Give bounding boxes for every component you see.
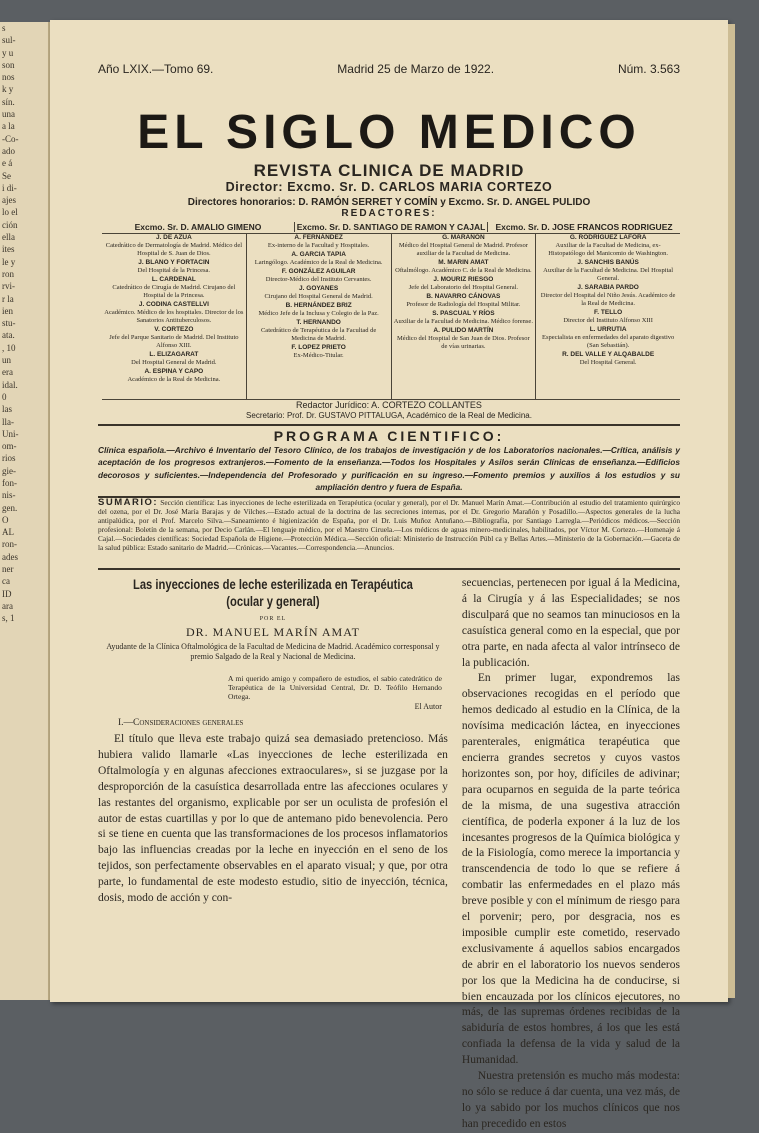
staff-member	[394, 259, 534, 275]
staff-name: A. FERNÁNDEZ	[294, 234, 343, 241]
prev-page-fragment: ner	[2, 564, 14, 575]
secretary: Secretario: Prof. Dr. GUSTAVO PITTALUGA, Académico de la Real de Medicina.	[246, 411, 532, 420]
staff-column	[391, 234, 536, 399]
staff-member	[249, 319, 389, 343]
issue-date: Madrid 25 de Marzo de 1922.	[337, 62, 495, 76]
prev-page-fragment: ID	[2, 588, 12, 599]
staff-member	[249, 251, 389, 267]
staff-name: F. LOPEZ PRIETO	[291, 344, 346, 351]
staff-name: G. MARAÑÓN	[442, 234, 485, 241]
staff-name: A. GARCIA TAPIA	[291, 251, 346, 258]
staff-name: B. NAVARRO CÁNOVAS	[426, 293, 501, 300]
program-title: PROGRAMA CIENTIFICO:	[273, 428, 505, 444]
prev-page-fragment: O	[2, 514, 9, 525]
staff-name: J. SARABIA PARDO	[577, 284, 639, 291]
staff-description: Académico de la Real de Medicina.	[127, 376, 221, 383]
staff-member	[249, 344, 389, 360]
staff-description: Especialista en enfermedades del aparato digestivo (San Sebastián).	[541, 334, 675, 349]
prev-page-fragment: rios	[2, 453, 16, 464]
summary	[98, 499, 680, 552]
chief-editor: Excmo. Sr. D. JOSE FRANCOS RODRIGUEZ	[487, 222, 680, 232]
prev-page-fragment: las	[2, 404, 12, 415]
prev-page-fragment: gen.	[2, 502, 18, 513]
prev-page-fragment: son	[2, 59, 15, 70]
staff-column	[535, 234, 680, 399]
staff-name: J. BLANO Y FORTACIN	[138, 259, 210, 266]
staff-column	[102, 234, 246, 399]
redactores-label: REDACTORES:	[341, 208, 437, 219]
prev-page-fragment: Uni-	[2, 428, 19, 439]
staff-name: L. URRUTIA	[589, 326, 627, 333]
staff-name: A. PULIDO MARTÍN	[433, 327, 494, 334]
staff-member	[249, 268, 389, 284]
article-column-right	[461, 576, 680, 1130]
staff-description: Laringólogo. Académico de la Real de Medicina.	[254, 259, 383, 266]
staff-member	[104, 259, 244, 275]
staff-description: Del Hospital General de Madrid.	[131, 359, 217, 366]
prev-page-fragment: sul-	[2, 35, 16, 46]
prev-page-fragment: ata.	[2, 330, 15, 341]
staff-member	[104, 326, 244, 350]
staff-name: J. MOURIZ RIESGO	[433, 276, 494, 283]
issue-number: Núm. 3.563	[617, 62, 680, 76]
prev-page-fragment: nos	[2, 72, 15, 83]
staff-description: Médico del Hospital de San Juan de Dios. Profesor de vías urinarias.	[397, 335, 530, 350]
staff-member	[249, 285, 389, 301]
staff-description: Director del Hospital del Niño Jesús. Académico de la Real de Medicina.	[540, 292, 676, 307]
staff-name: B. HERNÁNDEZ BRIZ	[285, 302, 352, 309]
staff-name: A. ESPINA Y CAPO	[144, 368, 204, 375]
prev-page-fragment: era	[2, 367, 13, 378]
staff-description: Auxiliar de la Facultad de Medicina. Médico forense.	[393, 318, 533, 325]
prev-page-fragment: ien	[2, 305, 13, 316]
prev-page-fragment: s, 1	[2, 613, 15, 624]
staff-column	[246, 234, 391, 399]
staff-member	[104, 234, 244, 258]
staff-member	[394, 327, 534, 351]
staff-name: R. DEL VALLE Y ALQABALDE	[562, 351, 655, 358]
summary-text: Sección científica: Las inyecciones de leche esterilizada en Terapéutica (ocular y general), por el Dr. Manuel Marín Amat.—Contribución al estudio del tratamiento quirúrgico del ozena, por el Dr. José María Barajas y de Vilches.—Estado actual de la doctrina de las secreciones internas, por el Dr. Gregorio Marañón y Posadillo.—Aspectos generales de la lucha antipalúdica, por el Prof. Marcelo Silva.—Saneamiento é higienización de España, por el Dr. Luis Muñoz Antuñano.—Bibliografía, por Santiago Larregla.—Periódicos médicos.—Sección profesional: Boletín de la semana, por Decio Carlán.—El lenguaje médico, por el Maestro Ciruela.—Los médicos de aguas minero-medicinales, habilitados, por Víctor M. Cortezo.—Homenaje á Cajal.—Sociedades científicas: Sociedad Española de Higiene.—Protección Médica.—Sección oficial: Ministerio de Instrucción Públ ca y Bellas Artes.—Ministerio de la Gobernación.—Gaceta de la salud pública: Estado sanitario de Madrid.—Crónicas.—Vacantes.—Correspondencia.—Anuncios.	[98, 498, 680, 552]
director-line: Director: Excmo. Sr. D. CARLOS MARIA CORTEZO	[225, 180, 553, 194]
staff-description: Jefe del Laboratorio del Hospital General.	[408, 284, 519, 291]
prev-page-fragment: ca	[2, 576, 10, 587]
staff-name: G. RODRÍGUEZ LAFORA	[569, 234, 647, 241]
prev-page-fragment: lo el	[2, 207, 18, 218]
staff-member	[394, 276, 534, 292]
staff-description: Jefe del Parque Sanitario de Madrid. Del Instituto Alfonso XIII.	[109, 334, 239, 349]
dedication: A mi querido amigo y compañero de estudios, el sabio catedrático de Terapéutica de la Universidad Central, Dr. D. Teófilo Hernando Ortega.	[228, 674, 442, 701]
staff-description: Director-Médico del Instituto Cervantes.	[265, 276, 372, 283]
staff-name: M. MARIN AMAT	[438, 259, 489, 266]
paragraph: El título que lleva este trabajo quizá sea demasiado pretencioso. Más hubiera valido llamarle «Las inyecciones de leche esterilizada en Oftalmología y en algunas afecciones extraoculares», si se juzgase por la desproporción de la casuística desarrollada entre las afecciones oculares y las restantes del organismo, explicable por ser un oculista de profesión el autor de estas cuartillas y por lo que de antemano pido benevolencia. Pero si se tiene en cuenta que las transformaciones de los procesos inflamatorios bajo las influencias creadas por la leche en inyección en el seno de los tejidos, son perfectamente observables en el aparato visual; y que, por otra parte, lo fundamental de este modesto estudio, sitio de inyección, técnica, dosis, modo de acción y con-	[98, 733, 448, 905]
author-affiliation: Ayudante de la Clínica Oftalmológica de la Facultad de Medicina de Madrid. Académico corresponsal y premio Salgado de la Real y Nacional de Medicina.	[106, 642, 440, 661]
prev-page-fragment: ella	[2, 232, 15, 243]
prev-page-fragment: y u	[2, 47, 14, 58]
staff-description: Profesor de Radiología del Hospital Militar.	[406, 301, 521, 308]
divider	[98, 424, 680, 426]
staff-name: J. GOYANES	[299, 285, 339, 292]
masthead-subtitle: REVISTA CLINICA DE MADRID	[253, 161, 525, 180]
staff-member	[538, 309, 678, 325]
prev-page-fragment: 0	[2, 391, 7, 402]
staff-member	[104, 351, 244, 367]
chief-editor: Excmo. Sr. D. SANTIAGO DE RAMON Y CAJAL	[294, 222, 487, 232]
paragraph: secuencias, pertenecen por igual á la Medicina, á la Cirugía y á las Especialidades; se nos disculpará que no seamos tan minuciosos en la casuística general como en la especial, que por otra parte, en nada afecta al valor intrínseco de la publicación.	[461, 577, 680, 669]
staff-description: Médico Jefe de la Inclusa y Colegio de la Paz.	[258, 310, 379, 317]
article-title-sub: (ocular y general)	[226, 593, 320, 609]
staff-member	[104, 276, 244, 300]
staff-description: Catedrático de Dermatología de Madrid. Médico del Hospital de S. Juan de Dios.	[105, 242, 243, 257]
masthead-title: EL SIGLO MEDICO	[137, 106, 641, 159]
staff-name: T. HERNANDO	[296, 319, 341, 326]
staff-member	[394, 310, 534, 326]
prev-page-fragment: le y	[2, 256, 16, 267]
staff-member	[538, 259, 678, 283]
section-heading: I.—Consideraciones generales	[118, 718, 244, 728]
prev-page-fragment: una	[2, 109, 15, 120]
staff-member	[394, 234, 534, 258]
prev-page-fragment: a la	[2, 121, 15, 132]
staff-name: L. CARDENAL	[151, 276, 196, 283]
staff-name: V. CORTEZO	[154, 326, 194, 333]
prev-page-fragment: i di-	[2, 182, 17, 193]
staff-description: Académico. Médico de los hospitales. Director de los Sanatorios Antituberculosos.	[104, 309, 244, 324]
prev-page-fragment: idal.	[2, 379, 18, 390]
prev-page-fragment: r la	[2, 293, 14, 304]
staff-description: Oftalmólogo. Académico C. de la Real de Medicina.	[395, 267, 532, 274]
staff-member	[249, 302, 389, 318]
paragraph: Nuestra pretensión es mucho más modesta: no sólo se reduce á dar cuenta, una vez más, de lo ya sabido por los muchos clínicos que nos han precedido en estos	[461, 1070, 680, 1130]
staff-name: F. GONZÁLEZ AGUILAR	[281, 268, 356, 275]
staff-name: F. TELLO	[594, 309, 623, 316]
article-column-left	[98, 576, 448, 964]
dedication-signature: El Autor	[414, 702, 442, 711]
prev-page-fragment: ado	[2, 145, 15, 156]
prev-page-fragment: e á	[2, 158, 13, 169]
article-author: DR. MANUEL MARÍN AMAT	[186, 625, 360, 639]
staff-member	[538, 284, 678, 308]
staff-member	[104, 301, 244, 325]
prev-page-fragment: s	[2, 23, 6, 33]
prev-page-fragment: Se	[2, 170, 11, 181]
journal-page	[50, 20, 728, 1130]
staff-description: Catedrático de Cirugía de Madrid. Cirujano del Hospital de la Princesa.	[112, 284, 236, 299]
prev-page-fragment: ción	[2, 219, 18, 230]
paragraph: En primer lugar, expondremos las observaciones recogidas en el período que hemos dedicado al estudio en la Clínica, de la novísima medicación láctea, en inyecciones parenterales, enigmática terapéutica que encierra grandes secretos y cuyos vastos horizontes son, por hoy, difíciles de adivinar; para ocuparnos en seguida de la parte teórica de la misma, de una sugestiva atracción científica, de poderla exponer á la luz de los incesantes progresos de la Química biológica y de la Fisiología, como merece la importancia y transcendencia de todo lo que se refiere á combatir las enfermedades en el plazo más breve posible y con el mínimum de riesgo para el porvenir; pero, por desgracia, nos es imposible cumplir este cometido, reservado exclusivamente á aquellos sabios encargados de abrir en el laboratorio los nuevos senderos por los que la Medicina ha de conducirse, si bien encauzada por los clínicos ejecutores, no más, de las supremas órdenes recibidas de la sabiduría de estos hombres, á los que les está confiada la defensa de la vida y salud de la Humanidad.	[461, 672, 680, 1067]
prev-page-fragment: om-	[2, 441, 17, 452]
prev-page-fragment: stu-	[2, 318, 16, 329]
prev-page-fragment: fon-	[2, 477, 17, 488]
prev-page-fragment: k y	[2, 84, 14, 95]
staff-description: Cirujano del Hospital General de Madrid.	[264, 293, 373, 300]
previous-page-edge	[0, 22, 50, 1000]
issue-header	[98, 62, 680, 76]
staff-member	[394, 293, 534, 309]
article-columns	[98, 576, 680, 1130]
prev-page-fragment: -Co-	[2, 133, 19, 144]
staff-name: L. ELIZAGARAT	[149, 351, 199, 358]
divider	[98, 568, 680, 570]
chief-editors	[102, 222, 680, 234]
article-body	[462, 576, 680, 1133]
staff-name: S. PASCUAL Y RÍOS	[432, 310, 495, 317]
prev-page-fragment: , 10	[2, 342, 16, 353]
staff-description: Ex-Médico-Titular.	[293, 352, 344, 359]
staff-name: J. DE AZÚA	[155, 234, 192, 241]
prev-page-fragment: ites	[2, 244, 15, 255]
editorial-staff	[102, 234, 680, 400]
staff-member	[249, 234, 389, 250]
prev-page-fragment: un	[2, 355, 11, 366]
article-body	[98, 732, 448, 907]
staff-member	[104, 368, 244, 384]
article-title: Las inyecciones de leche esterilizada en Terapéutica	[132, 576, 413, 592]
byline-por: POR EL	[259, 616, 287, 622]
staff-description: Ex-interno de la Facultad y Hospitales.	[267, 242, 370, 249]
page-edge	[728, 24, 735, 998]
volume-info: Año LXIX.—Tomo 69.	[98, 62, 214, 76]
legal-editor: Redactor Jurídico: A. CORTEZO COLLANTES	[296, 400, 482, 410]
prev-page-fragment: gie-	[2, 465, 16, 476]
staff-description: Del Hospital General.	[579, 359, 637, 366]
prev-page-fragment: ades	[2, 551, 18, 562]
staff-description: Auxiliar de la Facultad de Medicina, ex-Histopatólogo del Manicomio de Washington.	[548, 242, 669, 257]
summary-label: SUMARIO:	[98, 497, 159, 508]
staff-description: Catedrático de Terapéutica de la Facultad de Medicina de Madrid.	[260, 327, 377, 342]
prev-page-fragment: lla-	[2, 416, 14, 427]
chief-editor: Excmo. Sr. D. AMALIO GIMENO	[134, 222, 262, 232]
prev-page-fragment: rvi-	[2, 281, 15, 292]
staff-description: Del Hospital de la Princesa.	[137, 267, 211, 274]
prev-page-fragment: AL	[2, 527, 14, 538]
prev-page-fragment: nis-	[2, 490, 16, 501]
staff-description: Director del Instituto Alfonso XIII	[563, 317, 653, 324]
staff-member	[538, 234, 678, 258]
prev-page-fragment: ajes	[2, 195, 16, 206]
staff-member	[538, 351, 678, 367]
staff-description: Auxiliar de la Facultad de Medicina. Del Hospital General.	[543, 267, 674, 282]
staff-name: J. SANCHIS BANÚS	[577, 259, 639, 266]
prev-page-fragment: ron	[2, 268, 14, 279]
prev-page-fragment: ron-	[2, 539, 17, 550]
prev-page-fragment: ara	[2, 600, 13, 611]
staff-description: Médico del Hospital General de Madrid. Profesor auxiliar de la Facultad de Medicina.	[398, 242, 528, 257]
honorary-directors: Directores honorarios: D. RAMÓN SERRET Y COMÍN y Excmo. Sr. D. ANGEL PULIDO	[187, 197, 591, 208]
program-text: Clínica española.—Archivo é Inventario del Tesoro Clínico, de los trabajos de investigación y de los Laboratorios nacionales.—Crítica, análisis y aceptación de los progresos extranjeros.—Fomento de la enseñanza.—Todos los Hospitales y Asilos serán Clínicas de enseñanza.—Edificios decorosos y suficientes.—Independencia del Profesorado y purificación en su ingreso.—Fomento premios y auxilios á los estudios y su ampliación dentro y fuera de España.	[98, 445, 680, 492]
prev-page-fragment: sín.	[2, 96, 15, 107]
staff-name: J. CODINA CASTELLVI	[138, 301, 209, 308]
staff-member	[538, 326, 678, 350]
